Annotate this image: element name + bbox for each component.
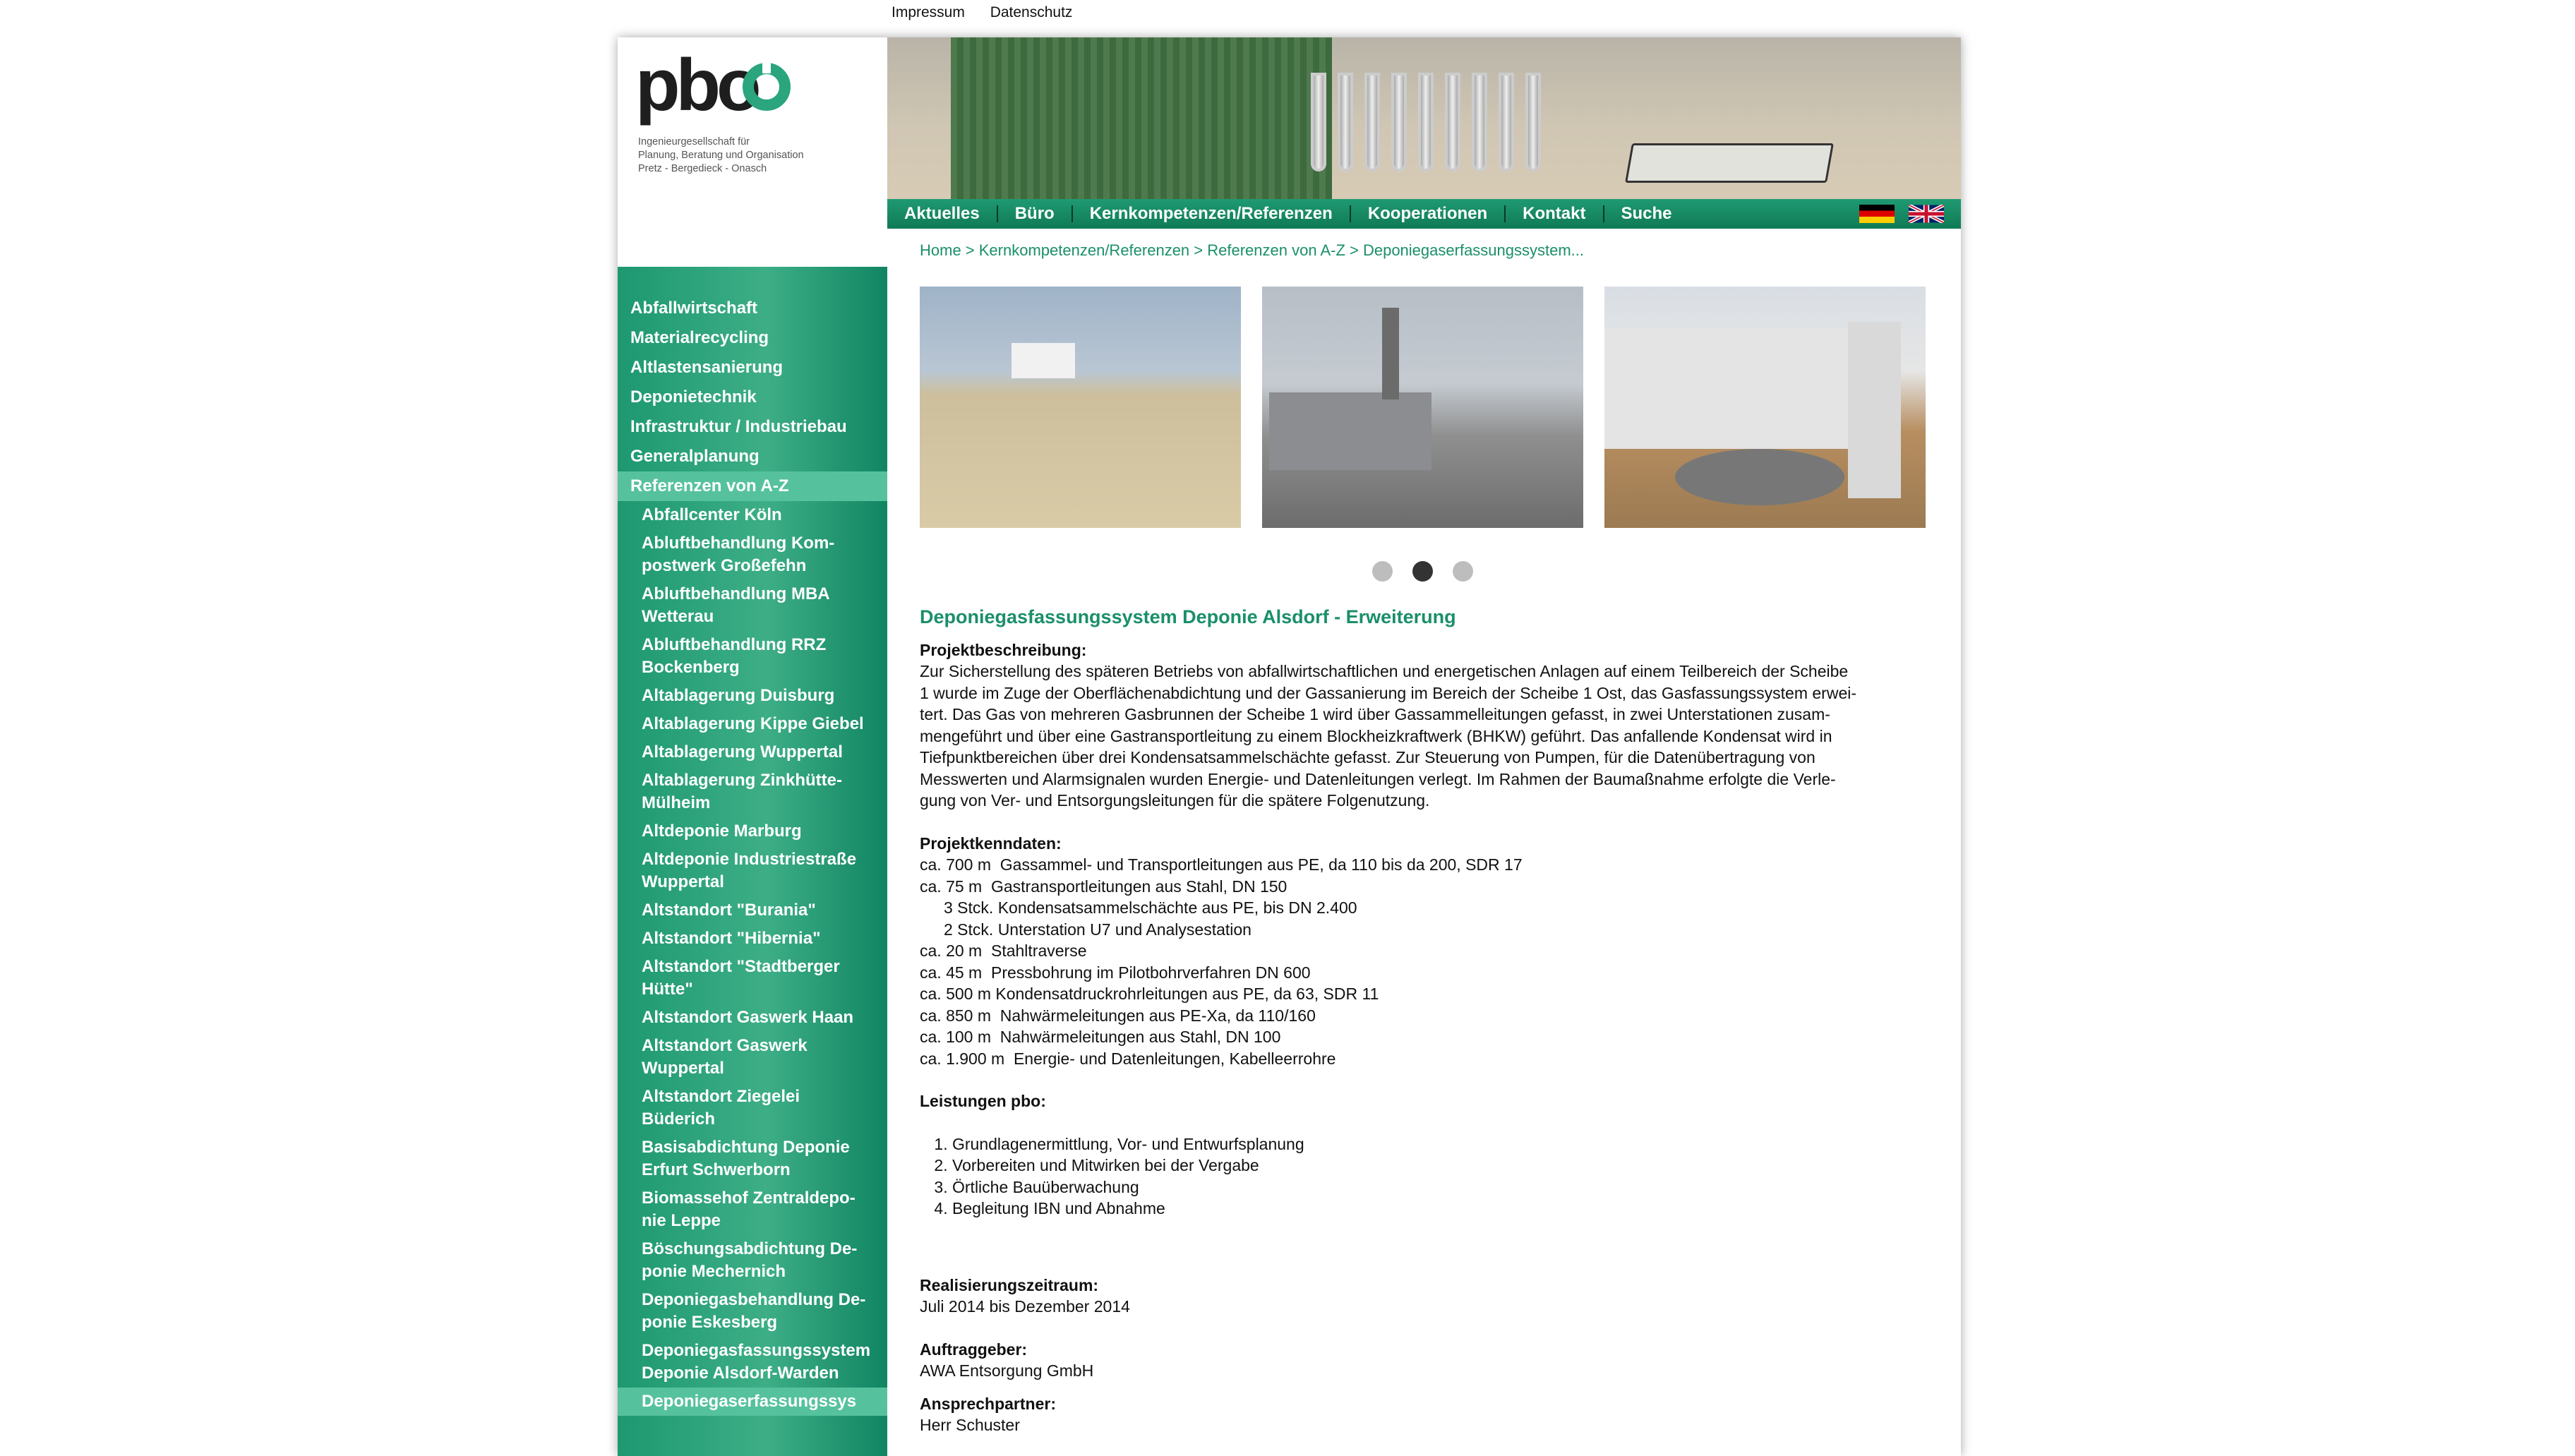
image-slider (920, 287, 1926, 528)
sidebar-item[interactable]: Infrastruktur / Industriebau (630, 417, 847, 436)
sidebar-subitem[interactable]: Altstandort "Burania" (642, 901, 816, 920)
breadcrumb[interactable]: Home > Kernkompetenzen/Referenzen > Referenzen von A-Z > Deponiegaserfassungssystem... (920, 241, 1585, 259)
sidebar-item[interactable]: Altlastensanierung (630, 358, 784, 377)
project-data-line: ca. 100 m Nahwärmeleitungen aus Stahl, DN 100 (920, 1028, 1281, 1046)
sidebar-subitem[interactable]: Altstandort "Stadtberger Hütte" (642, 957, 840, 999)
sidebar-subitem[interactable]: Altablagerung Kippe Giebel (642, 714, 864, 733)
description-line: Zur Sicherstellung des späteren Betriebs von abfallwirtschaftlichen und energetischen Anlagen auf einem Teilbereich der Scheibe (920, 662, 1849, 680)
project-data-line: ca. 850 m Nahwärmeleitungen aus PE-Xa, da 110/160 (920, 1006, 1316, 1025)
description-line: mengeführt und über eine Gastransportleitung zu einem Blockheizkraftwerk (BHKW) geführt. Das anfallende Kondensat wird in (920, 726, 1832, 745)
service-item: 3. Örtliche Bauüberwachung (952, 1177, 1929, 1198)
service-item: 2. Vorbereiten und Mitwirken bei der Vergabe (952, 1155, 1929, 1177)
project-data-line: ca. 45 m Pressbohrung im Pilotbohrverfahren DN 600 (920, 963, 1311, 982)
sidebar-item[interactable]: Abfallwirtschaft (630, 299, 758, 318)
nav-item-büro[interactable]: Büro (1014, 204, 1055, 223)
service-item: 4. Begleitung IBN und Abnahme (952, 1198, 1929, 1220)
description-line: Tiefpunktbereichen über drei Kondensatsammelschächte gefasst. Zur Steuerung von Pumpen, für die Datenübertragung von (920, 748, 1815, 766)
top-links (892, 4, 1093, 27)
sidebar-subitem[interactable]: Basisabdichtung Deponie Erfurt Schwerborn (642, 1138, 850, 1179)
service-item: 1. Grundlagenermittlung, Vor- und Entwurfsplanung (952, 1133, 1929, 1155)
project-data-line: ca. 700 m Gassammel- und Transportleitungen aus PE, da 110 bis da 200, SDR 17 (920, 855, 1523, 874)
main-navigation (887, 199, 1961, 229)
description-line: 1 wurde im Zuge der Oberflächenabdichtung und der Gassanierung im Bereich der Scheibe 1 Ost, das Gasfassungssystem erwei- (920, 683, 1857, 702)
slider-dot[interactable] (1412, 561, 1433, 582)
sidebar-subitem[interactable]: Abfallcenter Köln (642, 505, 782, 524)
sidebar-subitem[interactable]: Abluftbehandlung Kom- postwerk Großefehn (642, 534, 835, 575)
sidebar-subitem[interactable]: Altstandort Gaswerk Haan (642, 1008, 854, 1027)
nav-item-kontakt[interactable]: Kontakt (1523, 204, 1586, 223)
project-data-line: 2 Stck. Unterstation U7 und Analysestation (944, 920, 1252, 939)
sidebar-item[interactable]: Deponietechnik (630, 387, 757, 407)
sidebar-subitem[interactable]: Altdeponie Industriestraße Wuppertal (642, 850, 857, 891)
slider-photo-2[interactable] (1262, 287, 1583, 528)
description-line: Messwerten und Alarmsignalen wurden Energie- und Datenleitungen verlegt. Im Rahmen der Baumaßnahme erfolgte die Verle- (920, 769, 1836, 788)
nav-item-kooperationen[interactable]: Kooperationen (1367, 204, 1488, 223)
sidebar-subitem[interactable]: Altstandort Gaswerk Wuppertal (642, 1036, 808, 1078)
data-heading: Projektkenndaten: (920, 834, 1062, 853)
project-data-list (920, 854, 1929, 1069)
sidebar-subitem[interactable]: Altablagerung Wuppertal (642, 742, 843, 762)
project-data-line: ca. 500 m Kondensatdruckrohrleitungen aus PE, da 63, SDR 11 (920, 985, 1379, 1003)
sidebar-subitem[interactable]: Altstandort Ziegelei Büderich (642, 1087, 800, 1129)
period-value: Juli 2014 bis Dezember 2014 (920, 1297, 1130, 1316)
slider-photo-1[interactable] (920, 287, 1241, 528)
datenschutz-link[interactable]: Datenschutz (990, 4, 1073, 20)
client-heading: Auftraggeber: (920, 1340, 1028, 1359)
description-heading: Projektbeschreibung: (920, 640, 1087, 659)
nav-item-suche[interactable]: Suche (1621, 204, 1672, 223)
sidebar-subitem[interactable]: Altstandort "Hibernia" (642, 929, 821, 948)
impressum-link[interactable]: Impressum (892, 4, 965, 20)
sidebar-subitem[interactable]: Biomassehof Zentraldepo- nie Leppe (642, 1189, 856, 1230)
sidebar-subitem[interactable]: Deponiegaserfassungssys (618, 1388, 887, 1416)
sidebar-item[interactable]: Referenzen von A-Z (618, 471, 887, 501)
sidebar-item[interactable]: Materialrecycling (630, 328, 769, 347)
sidebar-subitem[interactable]: Abluftbehandlung MBA Wetterau (642, 584, 830, 626)
period-heading: Realisierungszeitraum: (920, 1275, 1099, 1294)
page-frame (618, 37, 1961, 1456)
project-data-line: 3 Stck. Kondensatsammelschächte aus PE, bis DN 2.400 (944, 898, 1357, 917)
description-line: gung von Ver- und Entsorgungsleitungen für die spätere Folgenutzung. (920, 791, 1430, 810)
sidebar-subitem[interactable]: Deponiegasfassungssystem Deponie Alsdorf-Warden (642, 1341, 871, 1383)
sidebar-subitem[interactable]: Altablagerung Zinkhütte- Mülheim (642, 771, 842, 812)
article (920, 606, 1929, 1436)
header-banner-image (887, 37, 1961, 199)
project-data-line: ca. 75 m Gastransportleitungen aus Stahl, DN 150 (920, 877, 1288, 896)
contact-heading: Ansprechpartner: (920, 1394, 1056, 1413)
project-data-line: ca. 20 m Stahltraverse (920, 941, 1087, 960)
sidebar (618, 267, 887, 1456)
language-switcher (1859, 205, 1944, 223)
slider-pagination (1372, 561, 1473, 582)
contact-value: Herr Schuster (920, 1416, 1020, 1434)
sidebar-subitem[interactable]: Deponiegasbehandlung De- ponie Eskesberg (642, 1290, 866, 1332)
description-text (920, 661, 1929, 812)
slider-dot[interactable] (1453, 561, 1473, 582)
sidebar-item[interactable]: Generalplanung (630, 447, 760, 466)
description-line: tert. Das Gas von mehreren Gasbrunnen der Scheibe 1 wird über Gassammelleitungen gefasst, in zwei Unterstationen zusam- (920, 705, 1830, 723)
logo-tagline: Ingenieurgesellschaft für Planung, Beratung und Organisation Pretz - Bergedieck - Onasch (638, 136, 804, 174)
sidebar-subitem[interactable]: Abluftbehandlung RRZ Bockenberg (642, 635, 827, 677)
project-data-line: ca. 1.900 m Energie- und Datenleitungen, Kabelleerrohre (920, 1049, 1336, 1068)
pbo-logo[interactable] (635, 55, 847, 176)
article-title: Deponiegasfassungssystem Deponie Alsdorf - Erweiterung (920, 606, 1456, 627)
german-flag-icon[interactable] (1859, 205, 1895, 223)
nav-item-aktuelles[interactable]: Aktuelles (904, 204, 980, 223)
sidebar-subitem[interactable]: Böschungsabdichtung De- ponie Mechernich (642, 1239, 858, 1281)
uk-flag-icon[interactable] (1909, 205, 1944, 223)
services-heading: Leistungen pbo: (920, 1092, 1046, 1110)
sidebar-subitem[interactable]: Altablagerung Duisburg (642, 686, 835, 705)
sidebar-subitem[interactable]: Altdeponie Marburg (642, 822, 802, 841)
pbo-logo-icon (635, 55, 805, 133)
nav-item-kernkompetenzen-referenzen[interactable]: Kernkompetenzen/Referenzen (1089, 204, 1333, 223)
logo-wordmark: pbo (635, 55, 757, 126)
client-value: AWA Entsorgung GmbH (920, 1361, 1094, 1380)
slider-dot[interactable] (1372, 561, 1393, 582)
slider-photo-3[interactable] (1604, 287, 1926, 528)
services-list (920, 1133, 1929, 1220)
